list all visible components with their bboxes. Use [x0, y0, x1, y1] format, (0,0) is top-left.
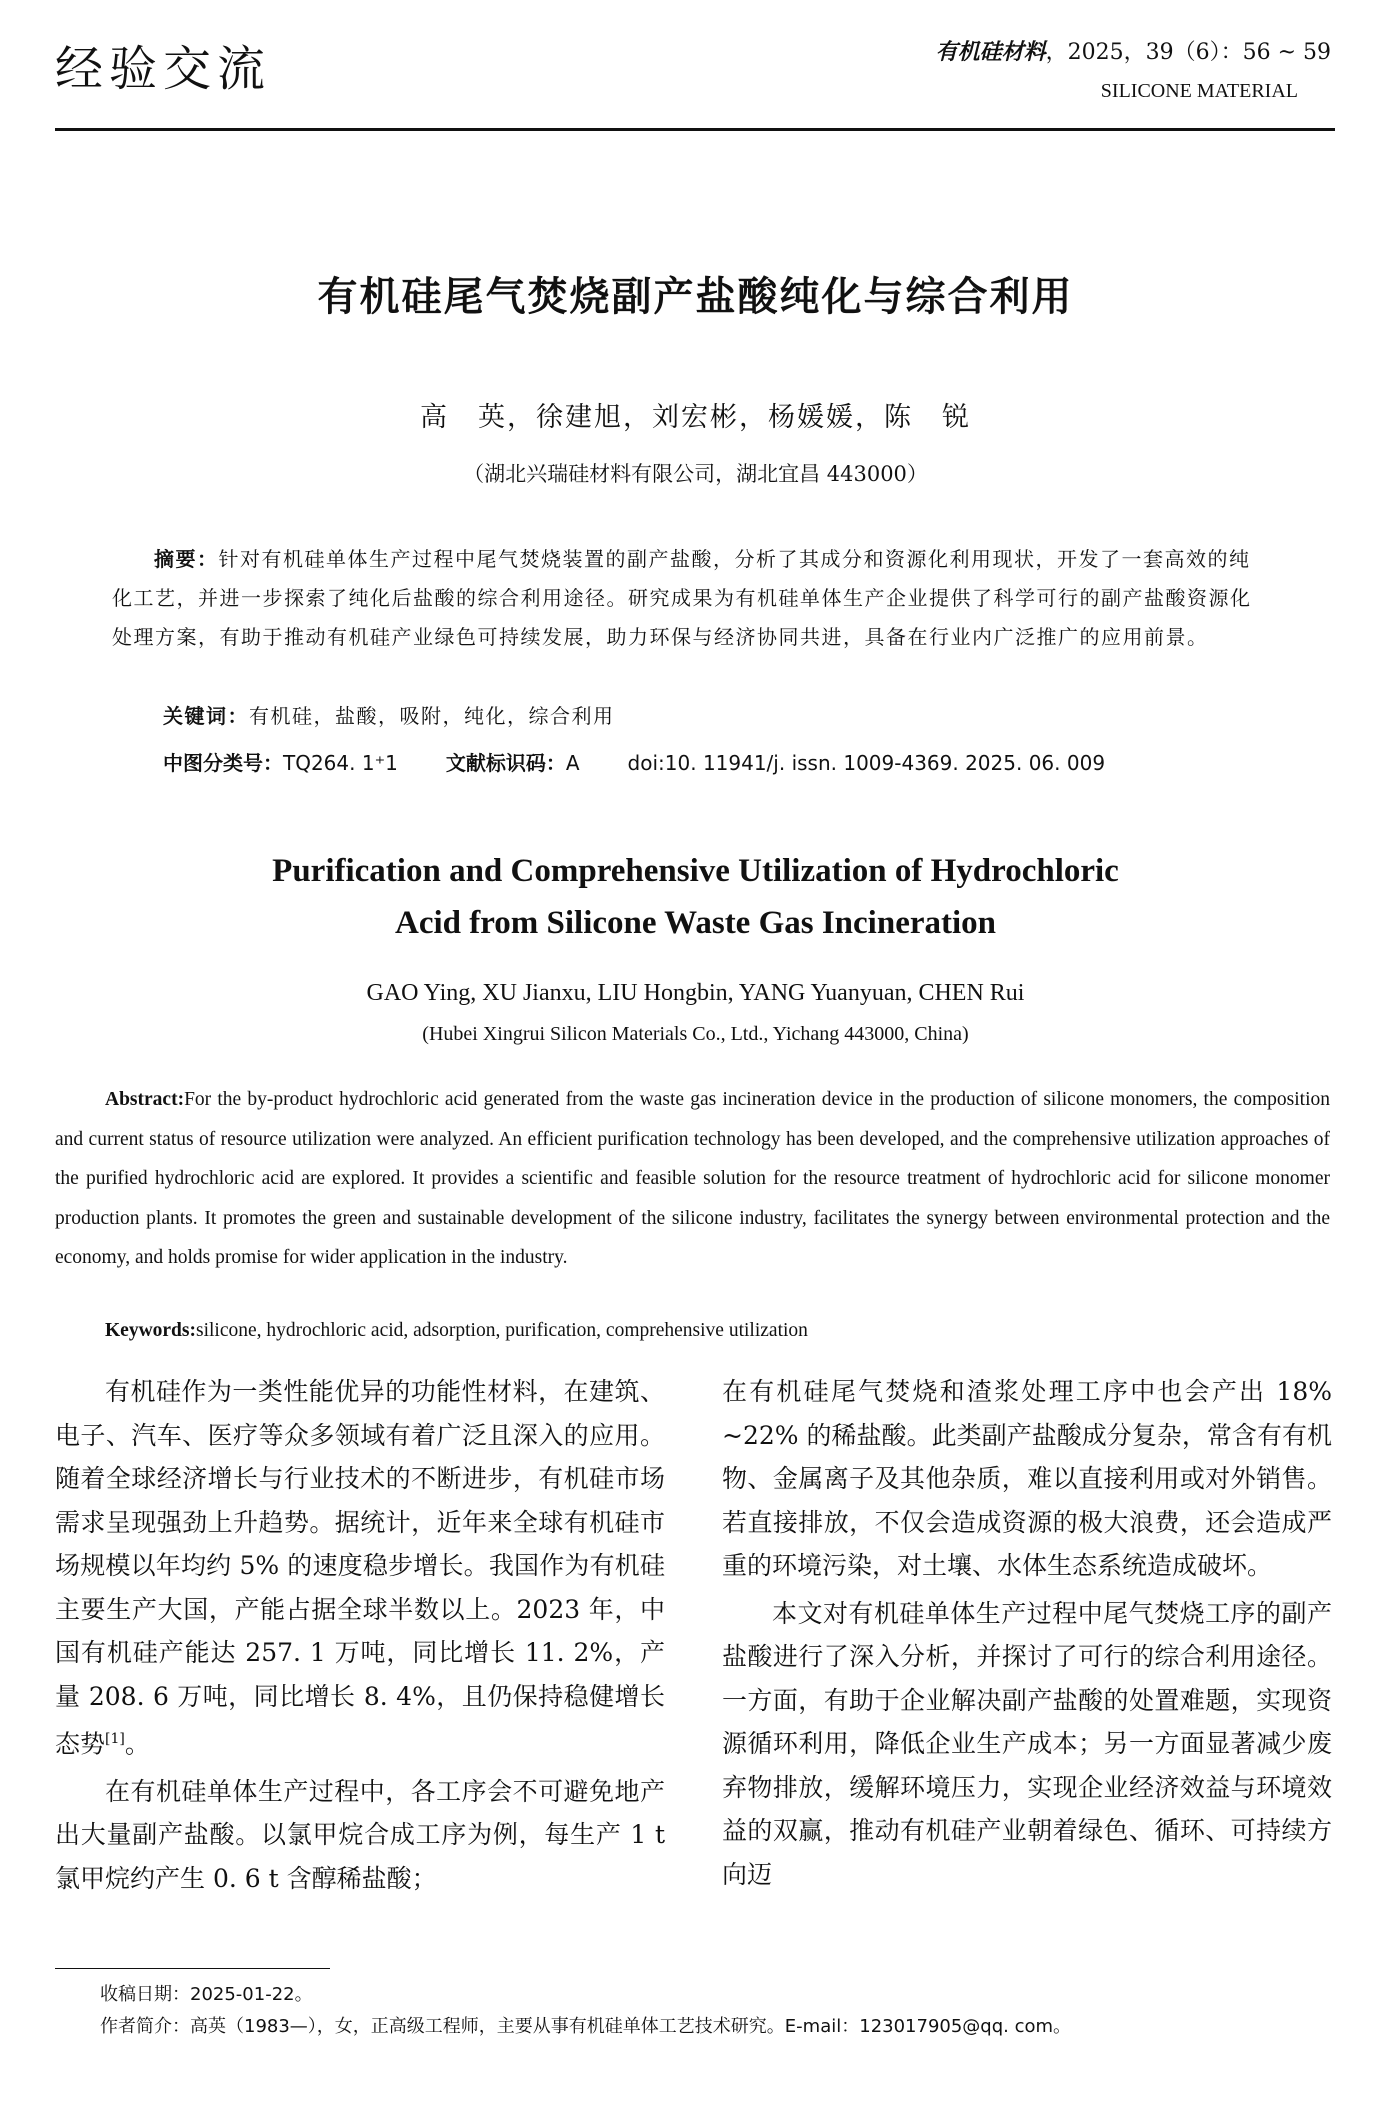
- body-column-right: [722, 1370, 1332, 1900]
- body-paragraph: 在有机硅单体生产过程中，各工序会不可避免地产出大量副产盐酸。以氯甲烷合成工序为例，每生产 1 t 氯甲烷约产生 0. 6 t 含醇稀盐酸；: [55, 1776, 665, 1893]
- keywords-en-text: silicone, hydrochloric acid, adsorption, purification, comprehensive utilization: [196, 1320, 808, 1341]
- keywords-en: [105, 1320, 808, 1342]
- clc-label: 中图分类号：: [163, 751, 283, 775]
- keywords-cn: [163, 700, 615, 729]
- section-label: 经验交流: [55, 41, 272, 97]
- body-text-end: 。: [124, 1729, 150, 1759]
- received-date: 收稿日期：2025-01-22。: [100, 1984, 313, 2005]
- authors-cn: 高 英，徐建旭，刘宏彬，杨媛媛，陈 锐: [420, 402, 971, 433]
- abstract-cn: [112, 540, 1262, 657]
- footnote-divider: [55, 1968, 330, 1969]
- article-title-en: [0, 845, 1391, 949]
- abstract-cn-label: 摘要：: [154, 547, 219, 571]
- journal-volume-pages: ，2025，39（6）：56 ~ 59: [1045, 40, 1331, 65]
- abstract-cn-text: 针对有机硅单体生产过程中尾气焚烧装置的副产盐酸，分析了其成分和资源化利用现状，开发了一套高效的纯化工艺，并进一步探索了纯化后盐酸的综合利用途径。研究成果为有机硅单体生产企业提供了科学可行的副产盐酸资源化处理方案，有助于推动有机硅产业绿色可持续发展，助力环保与经济协同共进，具备在行业内广泛推广的应用前景。: [112, 547, 1252, 649]
- journal-name: 有机硅材料: [935, 39, 1046, 65]
- abstract-en: [55, 1080, 1330, 1278]
- author-info: 作者简介：高英（1983—），女，正高级工程师，主要从事有机硅单体工艺技术研究。E-mail：123017905@qq. com。: [100, 2016, 1072, 2037]
- authors-en: GAO Ying, XU Jianxu, LIU Hongbin, YANG Yuanyuan, CHEN Rui: [366, 980, 1025, 1006]
- affiliation-cn: （湖北兴瑞硅材料有限公司，湖北宜昌 443000）: [463, 462, 928, 486]
- article-title-en-line2: Acid from Silicone Waste Gas Incineration: [394, 905, 997, 941]
- citation-ref: [1]: [105, 1731, 125, 1747]
- abstract-en-label: Abstract:: [105, 1089, 185, 1110]
- body-paragraph: 在有机硅尾气焚烧和渣浆处理工序中也会产出 18% ~22% 的稀盐酸。此类副产盐酸成分复杂，常含有有机物、金属离子及其他杂质，难以直接利用或对外销售。若直接排放，不仅会造成资源的极大浪费，还会造成严重的环境污染，对土壤、水体生态系统造成破坏。: [722, 1377, 1332, 1580]
- journal-english-name: SILICONE MATERIAL: [1100, 80, 1298, 102]
- affiliation-en: (Hubei Xingrui Silicon Materials Co., Ltd., Yichang 443000, China): [422, 1023, 969, 1045]
- journal-citation: [936, 35, 1331, 66]
- doi: doi:10. 11941/j. issn. 1009-4369. 2025. 06. 009: [627, 751, 1106, 775]
- clc-value: TQ264. 1⁺1: [283, 751, 398, 775]
- keywords-cn-text: 有机硅，盐酸，吸附，纯化，综合利用: [249, 704, 615, 728]
- body-paragraph: [55, 1370, 665, 1766]
- article-title-en-line1: Purification and Comprehensive Utilization of Hydrochloric: [272, 853, 1119, 889]
- body-paragraph: 本文对有机硅单体生产过程中尾气焚烧工序的副产盐酸进行了深入分析，并探讨了可行的综合利用途径。一方面，有助于企业解决副产盐酸的处置难题，实现资源循环利用，降低企业生产成本；另一方面显著减少废弃物排放，缓解环境压力，实现企业经济效益与环境效益的双赢，推动有机硅产业朝着绿色、循环、可持续方向迈: [722, 1598, 1332, 1889]
- body-text: 有机硅作为一类性能优异的功能性材料，在建筑、电子、汽车、医疗等众多领域有着广泛且深入的应用。随着全球经济增长与行业技术的不断进步，有机硅市场需求呈现强劲上升趋势。据统计，近年来全球有机硅市场规模以年均约 5% 的速度稳步增长。我国作为有机硅主要生产大国，产能占据全球半数以上。2023 年，中国有机硅产能达 257. 1 万吨，同比增长 11. 2%，产量 208. 6 万吨，同比增长 8. 4%，且仍保持稳健增长态势: [55, 1377, 665, 1759]
- abstract-en-text: For the by-product hydrochloric acid generated from the waste gas incineration device in the production of silicone monomers, the composition and current status of resource utilization were analyzed. An efficient purification technology has been developed, and the comprehensive utilization approaches of the purified hydrochloric acid are explored. It provides a scientific and feasible solution for the resource treatment of hydrochloric acid for silicone monomer production plants. It promotes the green and sustainable development of the silicone industry, facilitates the synergy between environmental protection and the economy, and holds promise for wider application in the industry.: [55, 1089, 1330, 1268]
- keywords-cn-label: 关键词：: [163, 704, 249, 728]
- doc-code-value: A: [565, 751, 580, 775]
- article-title-cn: 有机硅尾气焚烧副产盐酸纯化与综合利用: [317, 274, 1074, 320]
- body-column-left: [55, 1370, 665, 1904]
- keywords-en-label: Keywords:: [105, 1320, 196, 1341]
- header-divider: [55, 128, 1335, 131]
- doc-code-label: 文献标识码：: [445, 751, 566, 775]
- classification-line: [163, 747, 1105, 776]
